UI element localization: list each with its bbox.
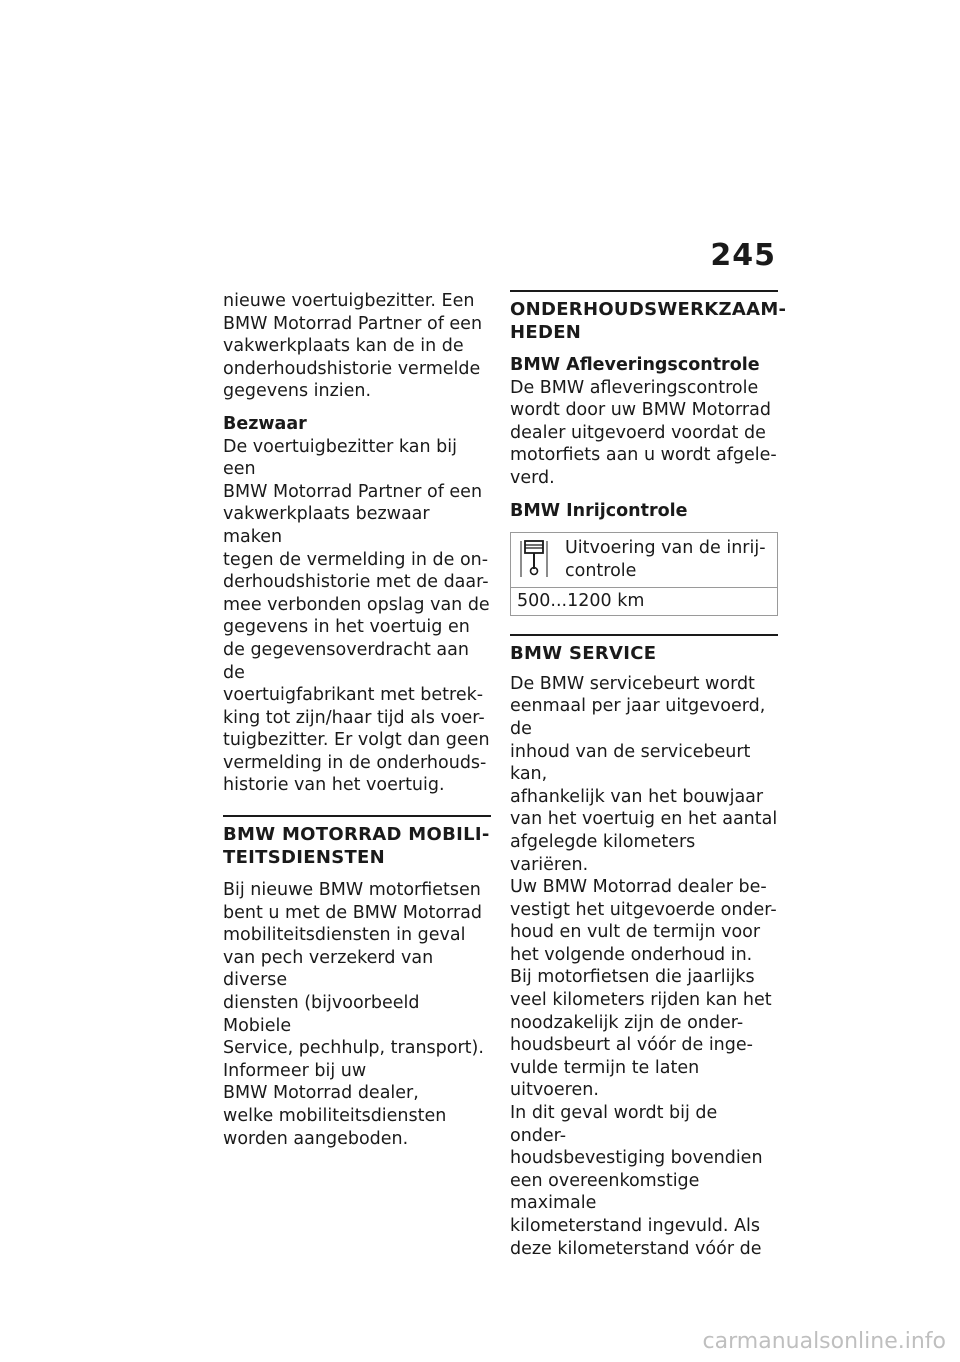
- text-line: afgelegde kilometers variëren.: [510, 831, 696, 875]
- label-line: controle: [565, 560, 637, 581]
- aflevering-block: [510, 354, 778, 490]
- text-line: inhoud van de servicebeurt kan,: [510, 741, 751, 785]
- text-line: nieuwe voertuigbezitter. Een: [223, 291, 475, 311]
- piston-icon-graphic: [517, 537, 551, 581]
- spec-table: [510, 532, 778, 616]
- text-line: historie van het voertuig.: [223, 775, 445, 796]
- text-line: verd.: [510, 467, 555, 488]
- spec-header: [511, 533, 777, 588]
- text-line: Informeer bij uw: [223, 1060, 367, 1081]
- spec-value: 500...1200 km: [517, 591, 645, 612]
- service-section: [510, 634, 778, 1260]
- text-line: deze kilometerstand vóór de: [510, 1238, 762, 1259]
- text-line: houd en vult de termijn voor: [510, 922, 761, 943]
- text-line: Bij motorfietsen die jaarlijks: [510, 967, 755, 988]
- text-line: gegevens inzien.: [223, 381, 372, 402]
- text-line: van het voertuig en het aantal: [510, 809, 778, 830]
- text-line: houdsbevestiging bovendien: [510, 1148, 763, 1169]
- text-line: derhoudshistorie met de daar-: [223, 572, 489, 593]
- text-line: Service, pechhulp, transport).: [223, 1038, 484, 1059]
- text-line: houdsbeurt al vóór de inge-: [510, 1035, 753, 1056]
- text-line: noodzakelijk zijn de onder-: [510, 1012, 744, 1033]
- heading-line: HEDEN: [510, 322, 582, 343]
- text-line: eenmaal per jaar uitgevoerd, de: [510, 696, 766, 739]
- intro-paragraph: [223, 290, 491, 403]
- heading-line: TEITSDIENSTEN: [223, 847, 386, 869]
- text-line: tuigbezitter. Er volgt dan geen: [223, 730, 490, 751]
- piston-icon: [517, 537, 557, 583]
- text-line: mobiliteitsdiensten in geval: [223, 925, 466, 946]
- text-line: Bij nieuwe BMW motorfietsen: [223, 880, 481, 901]
- spec-label: [557, 537, 773, 583]
- inrij-block: [510, 500, 778, 616]
- mobility-section: [223, 815, 491, 1150]
- text-line: de gegevensoverdracht aan de: [223, 639, 469, 683]
- text-line: vakwerkplaats kan de in de: [223, 336, 464, 357]
- text-line: De BMW afleveringscontrole: [510, 377, 759, 398]
- text-line: het volgende onderhoud in.: [510, 944, 753, 965]
- text-line: worden aangeboden.: [223, 1128, 409, 1149]
- text-line: vestigt het uitgevoerde onder-: [510, 899, 777, 920]
- text-line: mee verbonden opslag van de: [223, 594, 490, 615]
- text-line: veel kilometers rijden kan het: [510, 990, 772, 1011]
- text-line: kilometerstand ingevuld. Als: [510, 1216, 760, 1236]
- text-line: BMW Motorrad dealer,: [223, 1083, 419, 1104]
- text-line: gegevens in het voertuig en: [223, 617, 470, 638]
- text-line: vakwerkplaats bezwaar maken: [223, 504, 430, 547]
- heading-line: ONDERHOUDSWERKZAAM-: [510, 299, 787, 320]
- text-line: motorfiets aan u wordt afgele-: [510, 445, 777, 466]
- text-line: onderhoudshistorie vermelde: [223, 358, 481, 379]
- text-line: voertuigfabrikant met betrek-: [223, 685, 484, 706]
- left-column: [223, 290, 491, 1150]
- label-line: Uitvoering van de inrij-: [565, 538, 766, 559]
- text-line: een overeenkomstige maximale: [510, 1170, 700, 1214]
- text-line: tegen de vermelding in de on-: [223, 549, 489, 570]
- heading-line: BMW MOTORRAD MOBILI-: [223, 824, 490, 846]
- text-line: De BMW servicebeurt wordt: [510, 673, 755, 694]
- text-line: BMW Motorrad Partner of een: [223, 481, 483, 502]
- bezwaar-title: Bezwaar: [223, 413, 307, 434]
- text-line: Uw BMW Motorrad dealer be-: [510, 877, 767, 898]
- text-line: vermelding in de onderhouds-: [223, 752, 487, 773]
- text-line: De voertuigbezitter kan bij een: [223, 436, 457, 480]
- text-line: bent u met de BMW Motorrad: [223, 902, 482, 923]
- maintenance-heading: [510, 298, 787, 344]
- mobility-heading: [223, 823, 491, 869]
- watermark: carmanualsonline.info: [702, 1329, 946, 1354]
- text-line: afhankelijk van het bouwjaar: [510, 786, 764, 807]
- text-line: dealer uitgevoerd voordat de: [510, 422, 766, 443]
- service-paragraph: [510, 673, 778, 1260]
- bezwaar-block: [223, 413, 491, 797]
- text-line: king tot zijn/haar tijd als voer-: [223, 707, 485, 728]
- service-heading: BMW SERVICE: [510, 642, 657, 664]
- right-column: [510, 290, 787, 1260]
- text-line: welke mobiliteitsdiensten: [223, 1106, 447, 1126]
- text-line: vulde termijn te laten uitvoeren.: [510, 1057, 700, 1101]
- text-line: In dit geval wordt bij de onder-: [510, 1103, 718, 1146]
- text-line: BMW Motorrad Partner of een: [223, 313, 483, 334]
- aflevering-title: BMW Afleveringscontrole: [510, 355, 760, 375]
- mobility-paragraph: [223, 879, 491, 1150]
- text-line: wordt door uw BMW Motorrad: [510, 400, 771, 421]
- page-number: 245: [710, 238, 776, 273]
- text-line: van pech verzekerd van diverse: [223, 947, 434, 991]
- maintenance-section: [510, 290, 787, 344]
- text-line: diensten (bijvoorbeeld Mobiele: [223, 993, 420, 1036]
- inrij-title: BMW Inrijcontrole: [510, 500, 688, 521]
